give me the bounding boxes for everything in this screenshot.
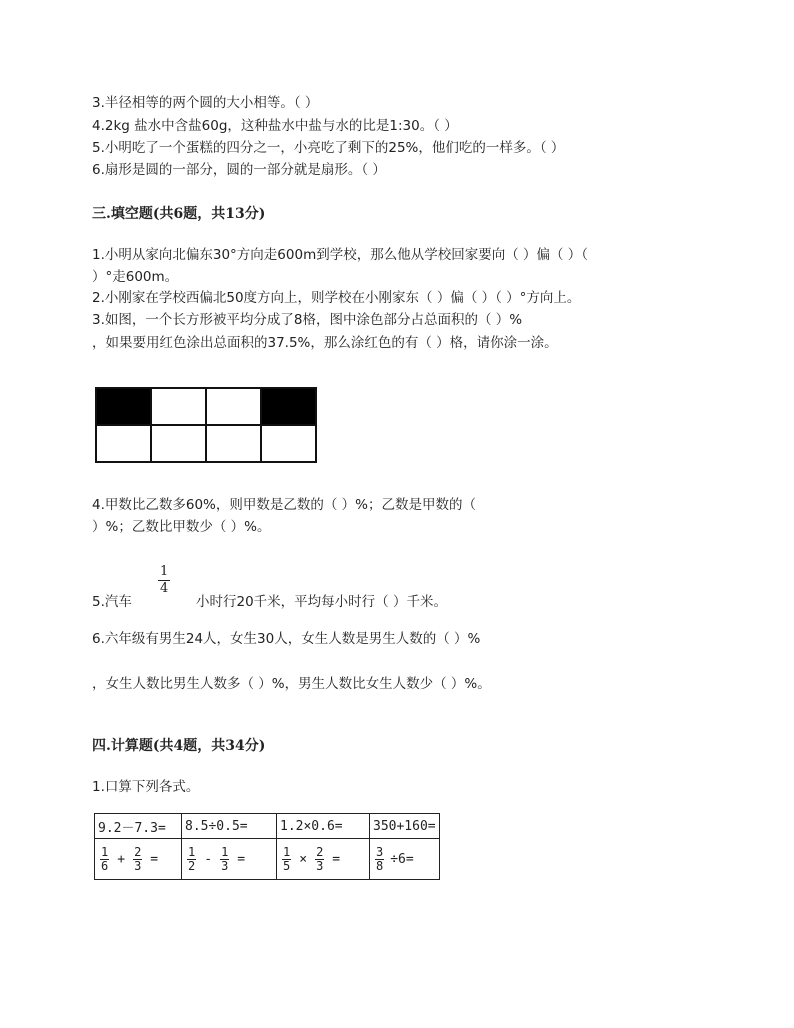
section-4-heading: 四.计算题(共4题，共34分) xyxy=(92,738,266,754)
section-3-heading: 三.填空题(共6题，共13分) xyxy=(92,206,266,222)
fill-6-line-1: 6.六年级有男生24人，女生30人，女生人数是男生人数的（ ）% xyxy=(92,631,481,647)
calc-cell: 1.2×0.6= xyxy=(277,814,370,839)
calc-cell: 9.2－7.3= xyxy=(95,814,182,839)
calc-1-instruction: 1.口算下列各式。 xyxy=(92,779,200,795)
calc-cell-fraction: $\frac{1}{2}$ - $\frac{1}{3}$ = xyxy=(182,839,277,880)
mental-math-table xyxy=(94,813,440,880)
calc-cell: 350+160= xyxy=(370,814,440,839)
grid-cell-shaded xyxy=(261,388,316,425)
fraction-numerator: 1 xyxy=(160,564,169,579)
question-5: 5.小明吃了一个蛋糕的四分之一，小亮吃了剩下的25%，他们吃的一样多。（ ） xyxy=(92,140,565,156)
fraction-denominator: 4 xyxy=(160,581,169,596)
fill-1-line-2: ）°走600m。 xyxy=(92,269,179,285)
fill-5-text: 小时行20千米，平均每小时行（ ）千米。 xyxy=(196,594,447,610)
calc-cell-fraction: $\frac{1}{5}$ × $\frac{2}{3}$ = xyxy=(277,839,370,880)
fill-3-line-1: 3.如图，一个长方形被平均分成了8格，图中涂色部分占总面积的（ ）% xyxy=(92,312,523,328)
grid-cell xyxy=(261,425,316,462)
calc-cell-fraction: $\frac{1}{6}$ + $\frac{2}{3}$ = xyxy=(95,839,182,880)
grid-cell xyxy=(151,388,206,425)
fill-4-line-2: ）%；乙数比甲数少（ ）%。 xyxy=(92,519,271,535)
fraction-one-quarter xyxy=(158,564,170,597)
grid-cell xyxy=(151,425,206,462)
question-3: 3.半径相等的两个圆的大小相等。（ ） xyxy=(92,95,319,111)
question-6: 6.扇形是圆的一部分，圆的一部分就是扇形。（ ） xyxy=(92,162,386,178)
fill-4-line-1: 4.甲数比乙数多60%，则甲数是乙数的（ ）%；乙数是甲数的（ xyxy=(92,497,477,513)
question-4: 4.2kg 盐水中含盐60g，这种盐水中盐与水的比是1:30。（ ） xyxy=(92,118,458,134)
calc-cell: 8.5÷0.5= xyxy=(182,814,277,839)
grid-cell xyxy=(206,388,261,425)
fill-5-label: 5.汽车 xyxy=(92,594,132,610)
rectangle-grid-figure xyxy=(95,387,317,463)
grid-cell-shaded xyxy=(96,388,151,425)
fill-3-line-2: ，如果要用红色涂出总面积的37.5%，那么涂红色的有（ ）格，请你涂一涂。 xyxy=(92,335,558,351)
fill-6-line-2: ，女生人数比男生人数多（ ）%，男生人数比女生人数少（ ）%。 xyxy=(92,676,491,692)
calc-cell-fraction: $\frac{3}{8}$ ÷6= xyxy=(370,839,440,880)
fill-2: 2.小刚家在学校西偏北50度方向上，则学校在小刚家东（ ）偏（ ）（ ）°方向上。 xyxy=(92,290,581,306)
grid-cell xyxy=(96,425,151,462)
grid-cell xyxy=(206,425,261,462)
fill-1-line-1: 1.小明从家向北偏东30°方向走600m到学校，那么他从学校回家要向（ ）偏（ ）（ xyxy=(92,247,589,263)
